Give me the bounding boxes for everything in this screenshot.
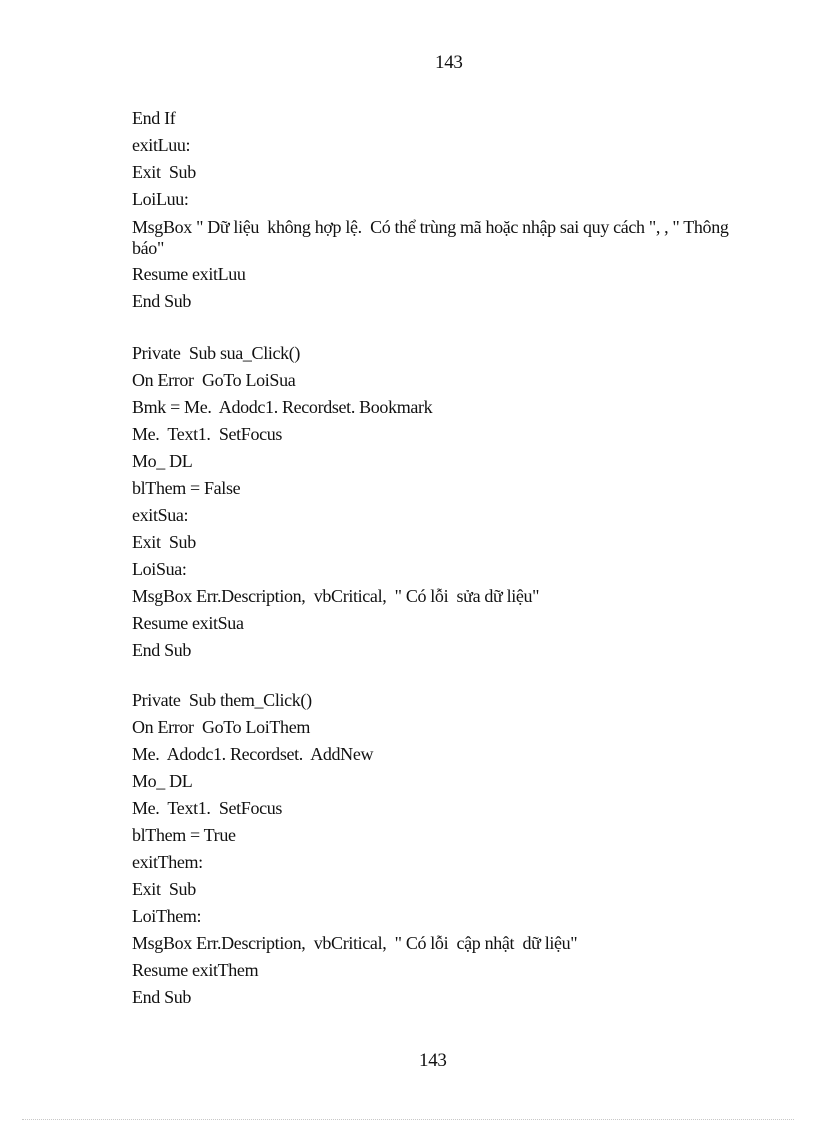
code-line: End Sub — [132, 291, 192, 311]
code-line: Resume exitLuu — [132, 264, 246, 284]
code-line: Exit Sub — [132, 162, 196, 182]
code-line: Exit Sub — [132, 879, 196, 899]
code-line: Private Sub sua_Click() — [132, 343, 301, 363]
code-line: End Sub — [132, 640, 192, 660]
code-line: exitSua: — [132, 505, 189, 525]
code-line: End If — [132, 108, 176, 128]
code-line: Me. Text1. SetFocus — [132, 424, 283, 444]
code-line: Me. Text1. SetFocus — [132, 798, 283, 818]
code-line: MsgBox Err.Description, vbCritical, " Có lỗi cập nhật dữ liệu" — [132, 933, 578, 953]
code-line: exitLuu: — [132, 135, 191, 155]
code-line: End Sub — [132, 987, 192, 1007]
code-block-save-error-handler — [132, 105, 742, 315]
code-line: On Error GoTo LoiThem — [132, 717, 310, 737]
code-line: On Error GoTo LoiSua — [132, 370, 296, 390]
code-line: Resume exitThem — [132, 960, 259, 980]
code-line: LoiThem: — [132, 906, 202, 926]
code-block-them-click — [132, 687, 742, 1011]
code-line: LoiSua: — [132, 559, 187, 579]
code-line: Resume exitSua — [132, 613, 244, 633]
code-line: blThem = True — [132, 825, 236, 845]
code-line: LoiLuu: — [132, 189, 189, 209]
page-edge-divider — [22, 1119, 794, 1120]
code-line: MsgBox " Dữ liệu không hợp lệ. Có thể trùng mã hoặc nhập sai quy cách ", , " Thông báo" — [132, 217, 733, 258]
code-line: blThem = False — [132, 478, 241, 498]
code-line: Mo_ DL — [132, 451, 193, 471]
page-number-bottom: 143 — [419, 1050, 447, 1071]
page-number-top: 143 — [435, 52, 463, 73]
code-block-sua-click — [132, 340, 742, 664]
code-line: Private Sub them_Click() — [132, 690, 312, 710]
code-line: exitThem: — [132, 852, 203, 872]
code-line: Bmk = Me. Adodc1. Recordset. Bookmark — [132, 397, 433, 417]
code-line: Me. Adodc1. Recordset. AddNew — [132, 744, 374, 764]
code-line: Mo_ DL — [132, 771, 193, 791]
code-line: MsgBox Err.Description, vbCritical, " Có lỗi sửa dữ liệu" — [132, 586, 540, 606]
code-line: Exit Sub — [132, 532, 196, 552]
